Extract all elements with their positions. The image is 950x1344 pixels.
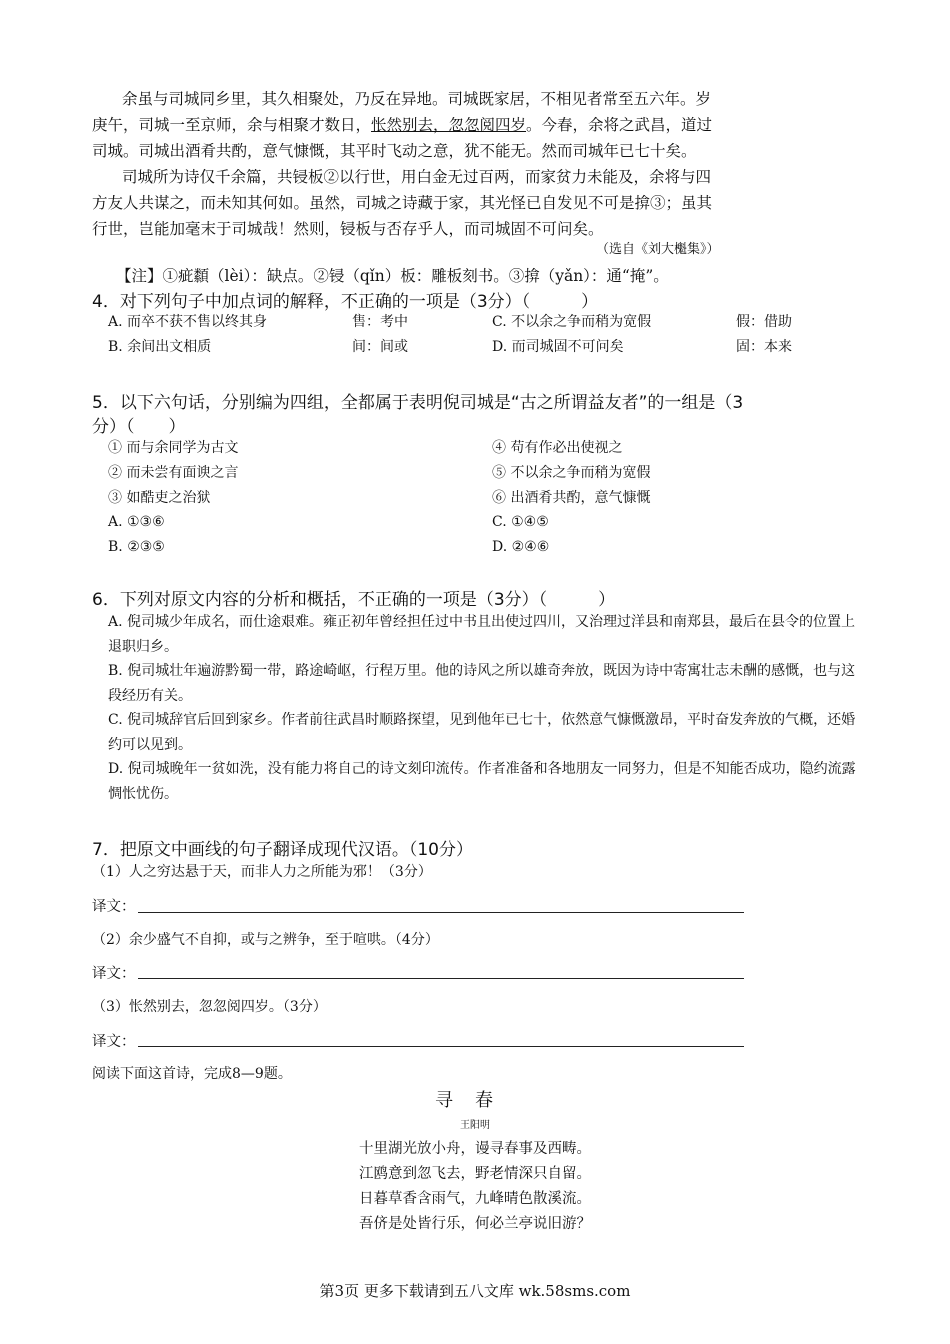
answer-line[interactable] [138,1046,744,1047]
passage-line: 余虽与司城同乡里，其久相聚处，乃反在异地。司城既家居，不相见者常至五六年。岁 [122,90,712,108]
sentence-2: ② 而未尝有面谀之言 [108,465,239,481]
option-b: B. 余间出文相质 [108,339,212,355]
passage-text: 。今春，余将之武昌，道过 [526,116,713,134]
question-5-stem: 5．以下六句话，分别编为四组，全都属于表明倪司城是“古之所谓益友者”的一组是（3 [92,393,744,413]
answer-line[interactable] [138,978,744,979]
page-footer: 第3页 更多下载请到五八文库 wk.58sms.com [319,1282,631,1300]
translation-label: 译文： [92,899,136,915]
option-b: B. ②③⑤ [108,539,165,555]
passage-text: 庚午，司城一至京师，余与相聚才数日， [92,116,372,134]
option-a: A. 而卒不获不售以终其身 [108,314,268,330]
sub-question-3: （3）怅然别去，忽忽阅四岁。（3分） [92,999,327,1015]
underlined-sentence: 怅然别去，忽忽阅四岁 [371,116,527,134]
passage-line: 司城所为诗仅千余篇，共锓板②以行世，用白金无过百两，而家贫力未能及，余将与四 [122,168,712,186]
option-d: D. 而司城固不可问矣 [492,339,624,355]
sub-question-2: （2）余少盛气不自抑，或与之辨争，至于喧哄。（4分） [92,932,439,948]
option-a: A. 倪司城少年成名，而仕途艰难。雍正初年曾经担任过中书且出使过四川，又治理过洋县和南郑县，最后在县令的位置上退职归乡。 [108,614,856,655]
poem-title: 寻春 [435,1090,515,1111]
poem-line: 十里湖光放小舟，谩寻春事及西畴。 [359,1141,591,1157]
annotation-note: 【注】①疵纇（lèi）：缺点。②锓（qǐn）板：雕板刻书。③揜（yǎn）：通“掩”。 [116,267,669,285]
poem-line: 江鸥意到忽飞去，野老情深只自留。 [359,1166,591,1182]
sub-question-1: （1）人之穷达悬于天，而非人力之所能为邪！（3分） [92,864,432,880]
translation-label: 译文： [92,966,136,982]
option-d-gloss: 固：本来 [736,339,792,355]
passage-line: 司城。司城出酒肴共酌，意气慷慨，其平时飞动之意，犹不能无。然而司城年已七十矣。 [92,142,697,160]
sentence-3: ③ 如酷吏之治狱 [108,490,211,506]
passage-line [92,112,864,138]
question-6-stem: 6．下列对原文内容的分析和概括，不正确的一项是（3分）（ ） [92,590,616,610]
option-b-gloss: 间：间或 [352,339,408,355]
option-c: C. 不以余之争而稍为宽假 [492,314,652,330]
poem-line: 吾侪是处皆行乐，何必兰亭说旧游？ [359,1216,591,1232]
sentence-1: ① 而与余同学为古文 [108,440,239,456]
poem-line: 日暮草香含雨气，九峰晴色散溪流。 [359,1191,591,1207]
option-a-gloss: 售：考中 [352,314,408,330]
sentence-4: ④ 苟有作必出使视之 [492,440,623,456]
source-citation: （选自《刘大櫆集》） [596,242,720,257]
option-c-gloss: 假：借助 [736,314,792,330]
option-c: C. ①④⑤ [492,514,549,530]
passage-line: 行世，岂能加毫末于司城哉！然则，锓板与否存乎人，而司城固不可问矣。 [92,220,604,238]
translation-label: 译文： [92,1034,136,1050]
question-5-stem-cont: 分）（ ） [92,417,186,437]
passage-line: 方友人共谋之，而未知其何如。虽然，司城之诗藏于家，其光怪已自发见不可是揜③；虽其 [92,194,713,212]
poem-instruction: 阅读下面这首诗，完成8—9题。 [92,1066,292,1082]
sentence-6: ⑥ 出酒肴共酌，意气慷慨 [492,490,651,506]
answer-line[interactable] [138,912,744,913]
option-d: D. ②④⑥ [492,539,550,555]
option-b: B. 倪司城壮年遍游黔蜀一带，路途崎岖，行程万里。他的诗风之所以雄奇奔放，既因为诗中寄寓壮志未酬的感慨，也与这段经历有关。 [108,663,856,704]
option-d: D. 倪司城晚年一贫如洗，没有能力将自己的诗文刻印流传。作者准备和各地朋友一同努力，但是不知能否成功，隐约流露惆怅忧伤。 [108,761,856,802]
question-4-stem: 4．对下列句子中加点词的解释，不正确的一项是（3分）（ ） [92,292,599,312]
option-a: A. ①③⑥ [108,514,165,530]
question-7-stem: 7．把原文中画线的句子翻译成现代汉语。（10分） [92,840,473,860]
sentence-5: ⑤ 不以余之争而稍为宽假 [492,465,651,481]
poem-author: 王阳明 [460,1120,490,1131]
option-c: C. 倪司城辞官后回到家乡。作者前往武昌时顺路探望，见到他年已七十，依然意气慷慨激昂，平时奋发奔放的气概，还婚约可以见到。 [108,712,856,753]
